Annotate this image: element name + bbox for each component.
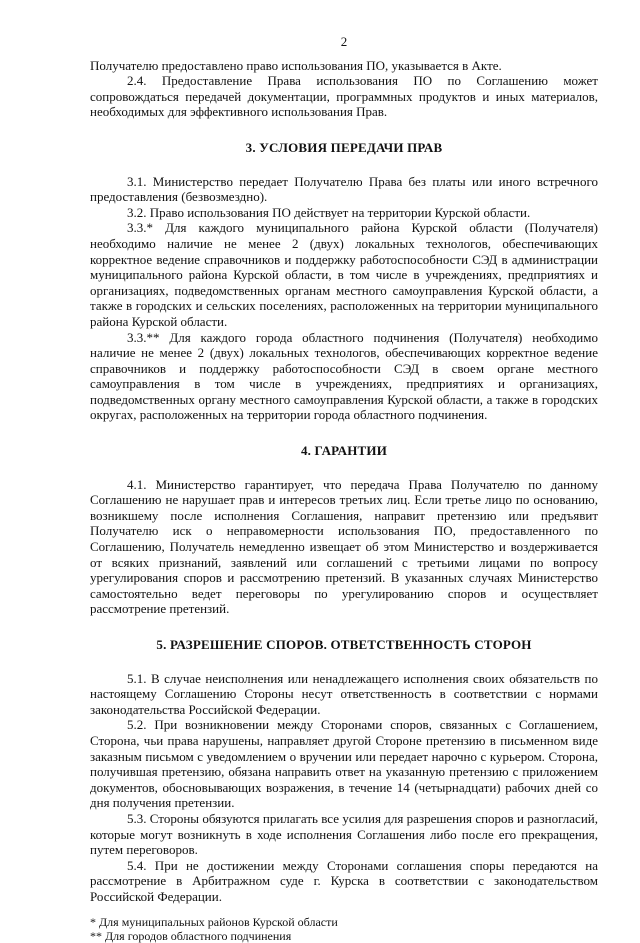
paragraph-2-3-tail: Получателю предоставлено право использования ПО, указывается в Акте.	[90, 57, 502, 73]
paragraph-5-4: 5.4. При не достижении между Сторонами соглашения споры передаются на рассмотрение в Арбитражном суде г. Курска в соответствии с законодательством Российской Федерации.	[90, 857, 598, 904]
section-4-heading: 4. ГАРАНТИИ	[300, 443, 388, 459]
footnote-municipal: * Для муниципальных районов Курской области	[90, 914, 338, 929]
paragraph-5-1: 5.1. В случае неисполнения или ненадлежащего исполнения своих обязательств по настоящему Соглашению Стороны несут ответственность в соответствии с нормами законодательства Российской Федерации.	[90, 670, 598, 717]
paragraph-4-1: 4.1. Министерство гарантирует, что передача Права Получателю по данному Соглашению не нарушает прав и интересов третьих лиц. Если третье лицо по основанию, возникшему после исполнения Соглашения, направит претензию или предъявит Получателю иск о неправомерности использования ПО, предоставленного по Соглашению, Получатель немедленно извещает об этом Министерство и воздерживается от всяких признаний, заявлений или соглашений с третьими лицами по вопросу урегулирования споров и рассмотрению претензий. В указанных случаях Министерство самостоятельно ведет переговоры по урегулированию споров и осуществляет рассмотрение претензий.	[90, 476, 598, 617]
paragraph-5-3: 5.3. Стороны обязуются прилагать все усилия для разрешения споров и разногласий, которые могут возникнуть в ходе исполнения Соглашения либо после его прекращения, путем переговоров.	[90, 810, 598, 858]
footnotes	[90, 915, 598, 943]
section-3-heading: 3. УСЛОВИЯ ПЕРЕДАЧИ ПРАВ	[245, 139, 443, 155]
section-5-heading: 5. РАЗРЕШЕНИЕ СПОРОВ. ОТВЕТСТВЕННОСТЬ СТОРОН	[156, 637, 532, 652]
paragraph-2-4: 2.4. Предоставление Права использования ПО по Соглашению может сопровождаться передачей документации, программных продуктов и иных материалов, необходимых для эффективного использования Прав.	[90, 73, 598, 120]
page-number: 2	[340, 34, 348, 49]
paragraph-3-3-municipal: 3.3.* Для каждого муниципального района Курской области (Получателя) необходимо наличие не менее 2 (двух) локальных технологов, обеспечивающих корректное ведение справочников и поддержку работоспособности СЭД в администрации муниципального района Курской области, в том числе в учреждениях, предприятиях и организациях, подведомственных органам местного самоуправления Курской области, а также в городских и сельских поселениях, расположенных на территории муниципального района Курской области.	[90, 220, 598, 329]
paragraph-5-2: 5.2. При возникновении между Сторонами споров, связанных с Соглашением, Сторона, чьи права нарушены, направляет другой Стороне претензию в письменном виде заказным письмом с уведомлением о вручении или передает нарочно с курьером. Сторона, получившая претензию, обязана направить ответ на указанную претензию с приложением документов, обосновывающих возражения, в течение 14 (четырнадцати) рабочих дней со дня получения претензии.	[90, 717, 598, 811]
footnote-city: ** Для городов областного подчинения	[90, 928, 292, 943]
paragraph-3-3-city: 3.3.** Для каждого города областного подчинения (Получателя) необходимо наличие не менее 2 (двух) локальных технологов, обеспечивающих корректное ведение справочников и поддержку работоспособности СЭД в своем органе местного самоуправления в том числе в учреждениях, предприятиях и организациях, подведомственных органу местного самоуправления Курской области, а также в городских округах, расположенных на территории города областного подчинения.	[90, 329, 598, 423]
paragraph-3-2: 3.2. Право использования ПО действует на территории Курской области.	[127, 204, 531, 220]
paragraph-3-1: 3.1. Министерство передает Получателю Права без платы или иного встречного предоставления (безвозмездно).	[90, 173, 598, 205]
